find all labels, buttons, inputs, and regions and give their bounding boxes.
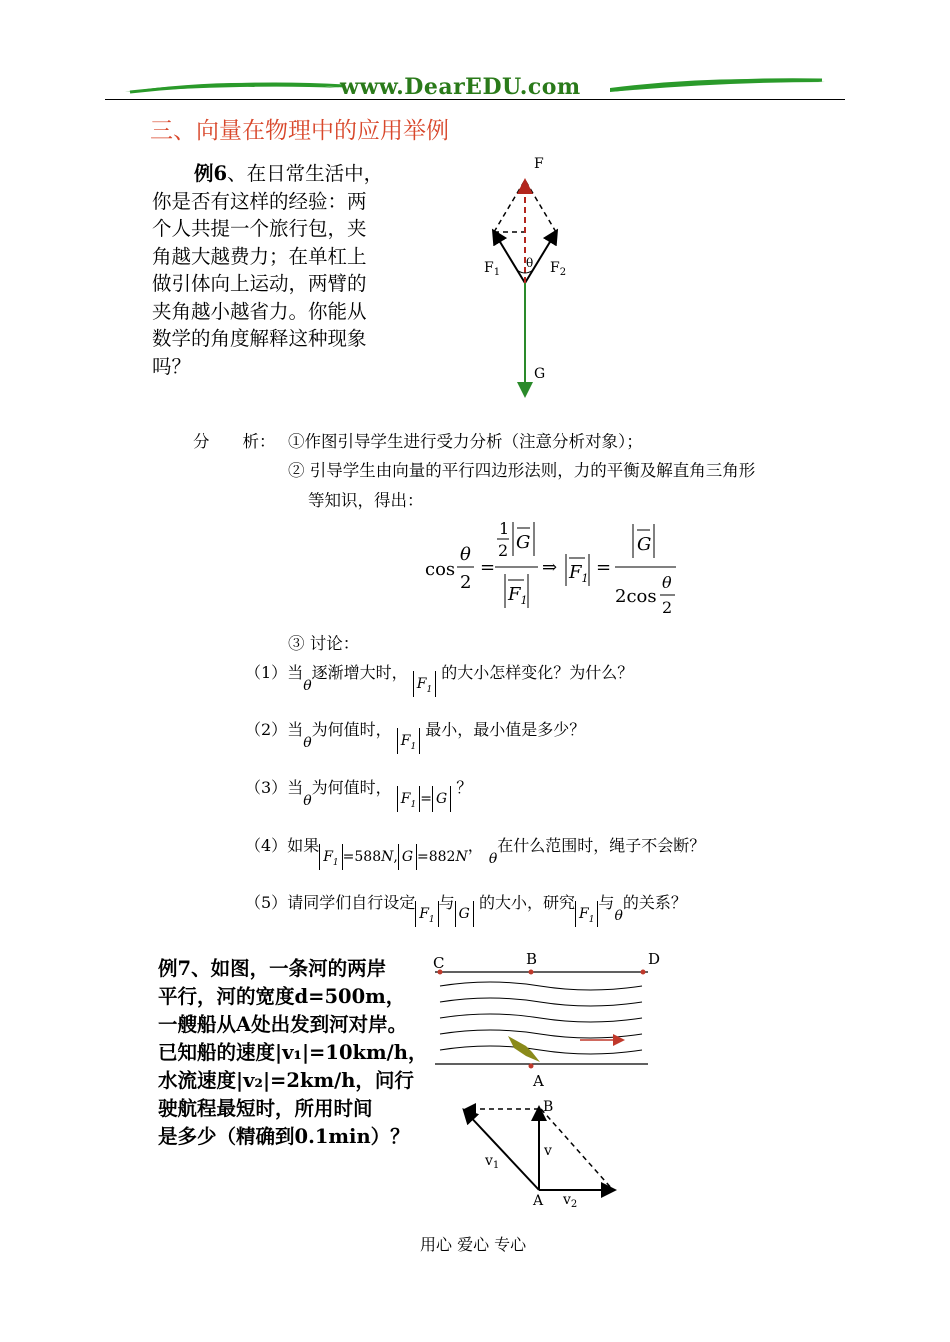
formula-two: 2 (460, 572, 472, 593)
vec-label-a: A (533, 1193, 544, 1209)
example7-line: 例7、如图，一条河的两岸 (158, 957, 387, 980)
example7-line: 一艘船从A处出发到河对岸。 (158, 1013, 408, 1036)
force-diagram (470, 150, 600, 400)
example7-line: 平行，河的宽度d=500m， (158, 985, 406, 1008)
vec-label-v1: $v_1$ (485, 1153, 500, 1171)
label-f1: $F_1$ (484, 260, 501, 278)
example7-text (158, 955, 448, 1151)
analysis-step1: ①作图引导学生进行受力分析（注意分析对象）； (288, 432, 643, 451)
example6-text (152, 160, 412, 380)
parallelogram-dash (525, 180, 556, 232)
formula-2cos: 2cos (615, 586, 657, 607)
svg-text:2: 2 (662, 598, 673, 617)
svg-text:F1: $F_1$ (569, 562, 589, 585)
analysis-step3: ③ 讨论： (288, 634, 360, 653)
analysis-step2-cont: 等知识，得出： (308, 491, 424, 510)
analysis-step2: ② 引导学生由向量的平行四边形法则，力的平衡及解直角三角形 (288, 461, 756, 480)
example7-line: 水流速度|v₂|=2km/h，问行 (158, 1069, 414, 1092)
example7-line: 驶航程最短时，所用时间 (158, 1097, 373, 1120)
vec-label-v2: $v_2$ (563, 1192, 578, 1210)
question-2: （2）当θ为何值时， $F_1$ 最小，最小值是多少？ (245, 717, 585, 744)
parallelogram-dash (494, 180, 525, 232)
example6-line: 夹角越小越省力。你能从 (152, 299, 367, 323)
footer-motto: 用心 爱心 专心 (420, 1235, 527, 1254)
example6-line: 数学的角度解释这种现象 (152, 327, 367, 350)
formula-cos: cos (425, 559, 456, 580)
label-g: G (534, 366, 546, 382)
analysis-label: 分 析： (193, 432, 276, 451)
river-label-a: A (533, 1072, 544, 1090)
formula-implies: ⇒ (542, 557, 558, 578)
formula-g: G (516, 532, 531, 553)
river-label-b: B (526, 950, 538, 968)
velocity-diagram (455, 1095, 630, 1215)
svg-text:F1: $F_1$ (508, 584, 528, 607)
example6-line: 你是否有这样的经验：两 (152, 189, 367, 213)
question-5: （5）请同学们自行设定$F_1$与G 的大小，研究$F_1$与θ的关系？ (245, 890, 687, 917)
label-f2: $F_2$ (550, 260, 567, 278)
svg-text:θ: θ (662, 573, 672, 592)
river-label-d: D (648, 950, 660, 968)
label-f: F (534, 156, 544, 172)
formula-theta: θ (460, 544, 471, 565)
vec-label-v: v (544, 1143, 552, 1159)
river-label-c: C (433, 954, 445, 972)
header-divider (105, 99, 845, 100)
vec-label-b: B (543, 1099, 554, 1115)
river-waves (440, 982, 642, 1054)
section-title: 三、向量在物理中的应用举例 (150, 118, 449, 144)
river-diagram (430, 950, 660, 1090)
formula-half-den: 2 (498, 541, 509, 560)
svg-text:G: G (637, 534, 652, 555)
example6-line: 做引体向上运动，两臂的 (152, 272, 367, 295)
example7-line: 已知船的速度|v₁|=10km/h， (158, 1041, 428, 1064)
formula-f1: F (508, 584, 521, 605)
vector-v1-arrow (465, 1111, 539, 1190)
svg-text:=: = (596, 557, 612, 578)
question-3: （3）当θ为何值时， $F_1 = G$ ？ (245, 775, 472, 802)
formula-cos-theta (420, 510, 690, 625)
example6-line: 、在日常生活中， (227, 162, 384, 185)
example6-label: 例6 (194, 162, 228, 185)
formula-eq: = (480, 557, 496, 578)
example6-line: 角越大越费力；在单杠上 (152, 244, 367, 268)
label-theta: θ (526, 256, 534, 270)
question-4: （4）如果$F_1 =588N$, G =882N， θ在什么范围时，绳子不会断？ (245, 833, 705, 860)
example7-line: 是多少（精确到0.1min）？ (158, 1125, 410, 1148)
example6-line: 个人共提一个旅行包，夹 (152, 217, 367, 240)
header-site-url: www.DearEDU.com (340, 74, 581, 100)
question-1: （1）当θ逐渐增大时， $F_1$ 的大小怎样变化？为什么？ (245, 660, 633, 687)
example6-line: 吗？ (152, 354, 192, 378)
formula-half-num: 1 (499, 519, 510, 538)
